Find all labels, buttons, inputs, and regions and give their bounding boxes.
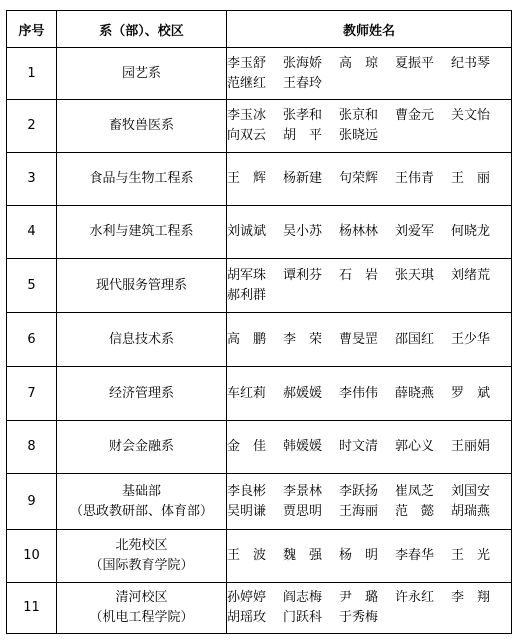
teacher-names-cell — [227, 421, 512, 474]
table-body — [7, 48, 512, 634]
teacher-name: 李伟伟 — [339, 385, 379, 401]
department-cell — [57, 153, 227, 206]
department-name: 信息技术系 — [108, 331, 174, 347]
row-index: 5 — [7, 259, 57, 313]
teacher-name: 胡瑶玫 — [227, 610, 267, 625]
teacher-name: 门跃科 — [283, 610, 323, 625]
row-index: 6 — [7, 313, 57, 367]
row-index: 2 — [7, 100, 57, 153]
teacher-name: 刘爱军 — [395, 224, 435, 239]
teacher-name: 张京和 — [339, 108, 379, 123]
teacher-name: 胡 平 — [283, 128, 323, 143]
row-index: 1 — [7, 48, 57, 100]
teacher-name: 李良彬 — [227, 483, 267, 499]
teacher-name: 李春华 — [395, 548, 435, 563]
teacher-name: 高 鹏 — [227, 331, 267, 347]
teacher-name: 刘诚斌 — [227, 224, 267, 239]
teacher-name: 杨 明 — [339, 548, 379, 563]
department-cell — [57, 100, 227, 153]
department-cell — [57, 48, 227, 100]
department-cell — [57, 421, 227, 474]
table-row — [7, 259, 512, 313]
teacher-name: 石 岩 — [339, 267, 379, 283]
teacher-name: 刘绪荒 — [451, 267, 491, 283]
teacher-names-cell — [227, 153, 512, 206]
department-cell — [57, 206, 227, 259]
department-name: 北苑校区 — [115, 538, 168, 553]
department-name: （国际教育学院） — [89, 558, 194, 573]
teacher-name: 句荣辉 — [339, 171, 379, 186]
teacher-name: 王少华 — [451, 331, 491, 347]
teacher-name: 吴小苏 — [283, 224, 323, 239]
teacher-name: 吴明谦 — [227, 503, 267, 519]
teacher-name: 张孝和 — [283, 108, 323, 123]
teacher-names-cell — [227, 313, 512, 367]
table-row — [7, 48, 512, 100]
teacher-name: 崔凤芝 — [395, 483, 435, 499]
department-cell — [57, 474, 227, 530]
row-index: 4 — [7, 206, 57, 259]
row-index: 3 — [7, 153, 57, 206]
teacher-name: 李玉冰 — [227, 108, 267, 123]
teacher-name: 王 辉 — [227, 171, 267, 186]
teacher-name: 王 丽 — [451, 171, 491, 186]
row-index: 7 — [7, 367, 57, 421]
teacher-name: 张晓远 — [339, 128, 379, 143]
department-cell — [57, 583, 227, 634]
row-index: 9 — [7, 474, 57, 530]
teacher-name: 张天琪 — [395, 267, 435, 283]
teacher-name: 王 波 — [227, 548, 267, 563]
teacher-names-cell — [227, 259, 512, 313]
department-name: 经济管理系 — [108, 385, 174, 401]
teacher-name: 尹 璐 — [339, 590, 379, 605]
teacher-name: 张海娇 — [283, 55, 323, 71]
teacher-name: 贾思明 — [283, 503, 323, 519]
table-header-row — [7, 11, 512, 48]
teacher-name: 谭利芬 — [283, 267, 323, 283]
teacher-name: 金 佳 — [227, 439, 267, 454]
teacher-name: 李跃扬 — [339, 483, 379, 499]
teacher-name: 韩媛媛 — [283, 439, 323, 454]
row-index: 8 — [7, 421, 57, 474]
teacher-name: 李 翔 — [451, 590, 491, 605]
teacher-names-cell — [227, 583, 512, 634]
teacher-name: 邵国红 — [395, 331, 435, 347]
teacher-name: 罗 斌 — [451, 385, 491, 401]
department-cell — [57, 367, 227, 421]
teacher-names-cell — [227, 48, 512, 100]
teacher-name: 夏振平 — [395, 55, 435, 71]
teacher-name: 阎志梅 — [283, 590, 323, 605]
teacher-name: 胡瑞燕 — [451, 503, 491, 519]
department-cell — [57, 313, 227, 367]
department-cell — [57, 530, 227, 583]
department-cell — [57, 259, 227, 313]
table-row — [7, 206, 512, 259]
teacher-names-cell — [227, 206, 512, 259]
teacher-name: 向双云 — [227, 128, 267, 143]
teacher-names-cell — [227, 100, 512, 153]
teacher-name: 刘国安 — [451, 483, 491, 499]
table-row — [7, 530, 512, 583]
teacher-name: 王 光 — [451, 548, 491, 563]
teacher-name: 王伟青 — [395, 171, 435, 186]
teacher-names-cell — [227, 474, 512, 530]
department-name: （机电工程学院） — [89, 610, 194, 625]
teacher-name: 王海丽 — [339, 503, 379, 519]
teacher-names-cell — [227, 367, 512, 421]
teacher-name: 胡军珠 — [227, 267, 267, 283]
teacher-name: 李景林 — [283, 483, 323, 499]
department-name: 水利与建筑工程系 — [89, 224, 194, 239]
table-row — [7, 153, 512, 206]
table-row — [7, 583, 512, 634]
table-row — [7, 313, 512, 367]
header-index: 序号 — [7, 11, 57, 48]
row-index: 11 — [7, 583, 57, 634]
teacher-name: 曹旻罡 — [339, 331, 379, 347]
department-name: （思政教研部、体育部） — [69, 503, 213, 519]
department-name: 园艺系 — [121, 65, 161, 81]
department-name: 畜牧兽医系 — [108, 118, 174, 133]
department-name: 食品与生物工程系 — [89, 171, 194, 186]
table-row — [7, 100, 512, 153]
teacher-name: 范继红 — [227, 75, 267, 91]
teacher-name: 于秀梅 — [339, 610, 379, 625]
teacher-names-cell — [227, 530, 512, 583]
teacher-name: 李玉舒 — [227, 55, 267, 71]
teacher-name: 王春玲 — [283, 75, 323, 91]
table-row — [7, 421, 512, 474]
teacher-name: 李 荣 — [283, 331, 323, 347]
teacher-name: 杨林林 — [339, 224, 379, 239]
teacher-name: 孙婷婷 — [227, 590, 267, 605]
teacher-name: 王丽娟 — [451, 439, 491, 454]
teacher-name: 郭心义 — [395, 439, 435, 454]
teacher-name: 高 琼 — [339, 55, 379, 71]
department-name: 财会金融系 — [108, 439, 174, 454]
header-department: 系（部）、校区 — [57, 11, 227, 48]
teacher-name: 关文怡 — [451, 108, 491, 123]
teacher-name: 纪书琴 — [451, 55, 491, 71]
teacher-name: 时文清 — [339, 439, 379, 454]
teacher-name: 郝利群 — [227, 287, 267, 303]
department-name: 现代服务管理系 — [95, 277, 187, 293]
teacher-name: 车红莉 — [227, 385, 267, 401]
teacher-name: 许永红 — [395, 590, 435, 605]
department-name: 基础部 — [121, 483, 161, 499]
teacher-name: 郝媛媛 — [283, 385, 323, 401]
teacher-name: 范 懿 — [395, 503, 435, 519]
teacher-name: 魏 强 — [283, 548, 323, 563]
teacher-name: 杨新建 — [283, 171, 323, 186]
teacher-name: 曹金元 — [395, 108, 435, 123]
teacher-roster-table — [6, 10, 512, 634]
teacher-name: 何晓龙 — [451, 224, 491, 239]
table-row — [7, 367, 512, 421]
table-row — [7, 474, 512, 530]
teacher-name: 薛晓燕 — [395, 385, 435, 401]
department-name: 清河校区 — [115, 590, 168, 605]
row-index: 10 — [7, 530, 57, 583]
header-teachers: 教师姓名 — [227, 11, 512, 48]
